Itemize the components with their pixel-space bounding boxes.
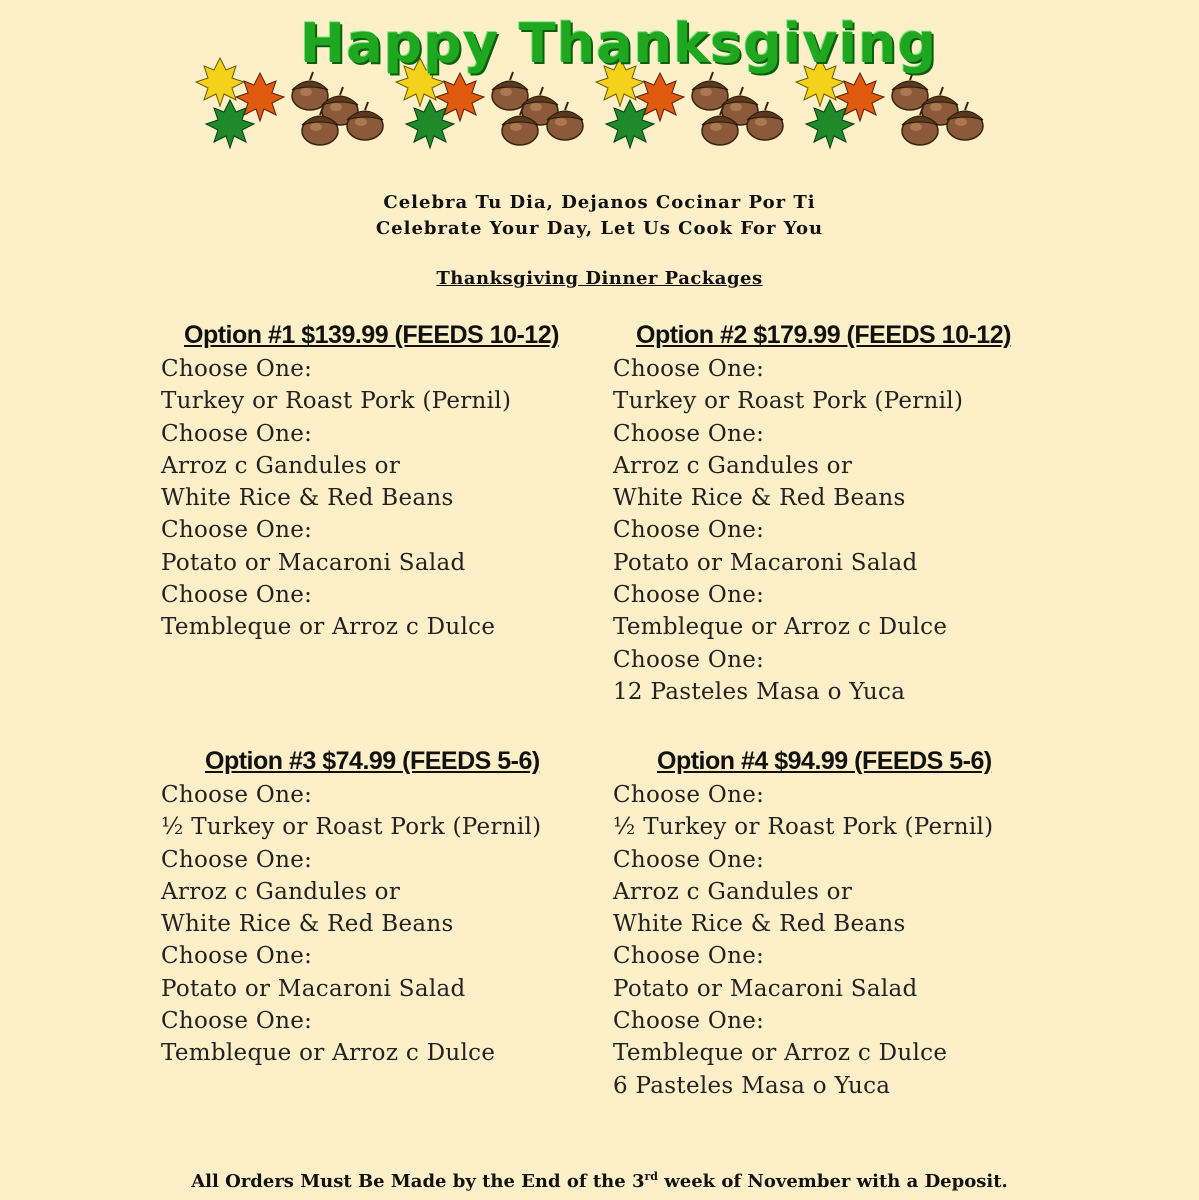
menu-choice-line: Arroz c Gandules or — [161, 452, 401, 479]
menu-choice-line: Choose One: — [161, 582, 313, 609]
menu-choice-line: Arroz c Gandules or — [613, 878, 853, 905]
menu-choice-line: White Rice & Red Beans — [613, 485, 906, 512]
option-1-package — [161, 319, 601, 644]
option-2-package — [613, 319, 1053, 708]
menu-choice-line: Choose One: — [161, 846, 313, 873]
footer-ordinal: rd — [644, 1170, 659, 1183]
menu-choice-line: Choose One: — [613, 356, 765, 382]
banner-title: Happy Thanksgiving — [300, 12, 938, 75]
menu-choice-line: Choose One: — [613, 846, 765, 873]
thanksgiving-banner — [190, 8, 1020, 158]
menu-choice-line: Tembleque or Arroz c Dulce — [161, 614, 496, 641]
option-items-list — [613, 353, 1053, 708]
option-title: Option #3 $74.99 (FEEDS 5-6) — [205, 747, 540, 775]
menu-choice-line: 6 Pasteles Masa o Yuca — [613, 1072, 891, 1099]
option-items-list — [161, 353, 601, 644]
menu-choice-line: Choose One: — [613, 782, 765, 808]
menu-choice-line: Potato or Macaroni Salad — [613, 549, 918, 576]
menu-choice-line: Tembleque or Arroz c Dulce — [613, 1040, 948, 1067]
menu-choice-line: Choose One: — [161, 943, 313, 970]
order-deadline-notice — [0, 1166, 1199, 1193]
footer-prefix: All Orders Must Be Made by the End of the 3 — [191, 1171, 645, 1192]
menu-choice-line: Choose One: — [161, 356, 313, 382]
menu-choice-line: White Rice & Red Beans — [161, 911, 454, 938]
menu-choice-line: White Rice & Red Beans — [161, 485, 454, 512]
menu-choice-line: Tembleque or Arroz c Dulce — [613, 614, 948, 641]
menu-choice-line: ½ Turkey or Roast Pork (Pernil) — [161, 814, 542, 841]
menu-choice-line: Choose One: — [161, 1008, 313, 1035]
option-items-list — [161, 779, 601, 1070]
menu-choice-line: Potato or Macaroni Salad — [613, 975, 918, 1002]
packages-heading: Thanksgiving Dinner Packages — [436, 268, 763, 289]
menu-choice-line: Choose One: — [613, 1008, 765, 1035]
menu-choice-line: 12 Pasteles Masa o Yuca — [613, 678, 906, 705]
option-title: Option #1 $139.99 (FEEDS 10-12) — [184, 321, 559, 349]
menu-choice-line: Arroz c Gandules or — [161, 878, 401, 905]
menu-choice-line: Choose One: — [161, 420, 313, 447]
menu-choice-line: ½ Turkey or Roast Pork (Pernil) — [613, 814, 994, 841]
option-3-package — [161, 745, 601, 1070]
menu-choice-line: Choose One: — [161, 517, 313, 544]
menu-choice-line: Arroz c Gandules or — [613, 452, 853, 479]
menu-choice-line: Potato or Macaroni Salad — [161, 975, 466, 1002]
option-4-package — [613, 745, 1053, 1102]
menu-choice-line: Potato or Macaroni Salad — [161, 549, 466, 576]
menu-choice-line: Choose One: — [613, 943, 765, 970]
option-title: Option #4 $94.99 (FEEDS 5-6) — [657, 747, 992, 775]
menu-choice-line: Choose One: — [613, 420, 765, 447]
option-items-list — [613, 779, 1053, 1102]
menu-choice-line: White Rice & Red Beans — [613, 911, 906, 938]
menu-choice-line: Tembleque or Arroz c Dulce — [161, 1040, 496, 1067]
option-title: Option #2 $179.99 (FEEDS 10-12) — [636, 321, 1011, 349]
footer-suffix: week of November with a Deposit. — [658, 1171, 1008, 1192]
tagline-spanish: Celebra Tu Dia, Dejanos Cocinar Por Ti — [383, 192, 816, 213]
menu-choice-line: Turkey or Roast Pork (Pernil) — [161, 388, 512, 415]
menu-choice-line: Choose One: — [161, 782, 313, 808]
tagline-english: Celebrate Your Day, Let Us Cook For You — [375, 218, 824, 239]
menu-choice-line: Choose One: — [613, 582, 765, 609]
menu-choice-line: Turkey or Roast Pork (Pernil) — [613, 388, 964, 415]
menu-choice-line: Choose One: — [613, 646, 765, 673]
menu-choice-line: Choose One: — [613, 517, 765, 544]
